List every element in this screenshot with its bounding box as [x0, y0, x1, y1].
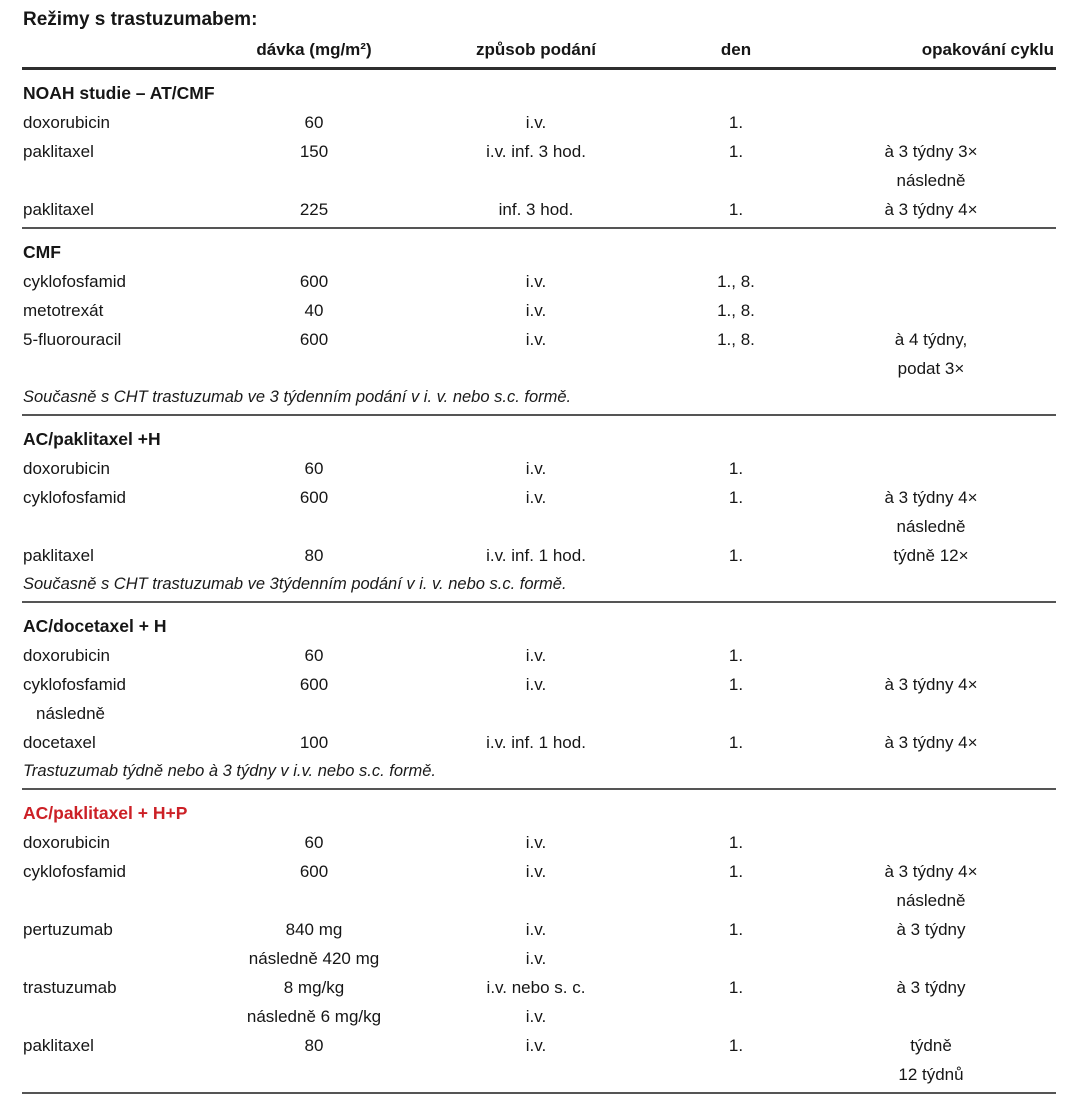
table-cell: 225	[299, 200, 329, 219]
table-cell: 1., 8.	[717, 272, 755, 291]
table-cell: i.v.	[525, 675, 547, 694]
table-cell: 100	[299, 733, 329, 752]
table-cell: docetaxel	[23, 733, 96, 752]
table-cell: paklitaxel	[23, 546, 94, 565]
table-cell: 1.	[728, 113, 744, 132]
header-cell-route: způsob podání	[476, 40, 596, 59]
table-cell	[406, 166, 666, 195]
table-cell	[666, 944, 806, 973]
table-cell: doxorubicin	[23, 646, 110, 665]
table-cell	[666, 699, 806, 728]
table-cell: 60	[304, 459, 324, 478]
table-cell	[406, 1060, 666, 1089]
table-cell: paklitaxel	[23, 142, 94, 161]
table-cell	[666, 1002, 806, 1031]
table-cell: i.v.	[525, 920, 547, 939]
table-cell: následně	[36, 704, 106, 723]
table-cell	[666, 354, 806, 383]
table-cell: à 3 týdny 4×	[884, 733, 978, 752]
table-cell: 60	[304, 646, 324, 665]
table-cell: i.v. inf. 1 hod.	[486, 733, 586, 752]
table-row	[22, 944, 1056, 973]
table-cell: týdně	[910, 1036, 952, 1055]
table-cell: à 3 týdny 4×	[884, 200, 978, 219]
table-cell: i.v. nebo s. c.	[486, 978, 586, 997]
table-cell	[666, 166, 806, 195]
table-cell: i.v. inf. 3 hod.	[486, 142, 586, 161]
section-heading: AC/docetaxel + H	[23, 616, 167, 636]
table-cell: trastuzumab	[23, 978, 117, 997]
table-row	[22, 1031, 1056, 1060]
table-cell: paklitaxel	[23, 200, 94, 219]
table-row	[22, 166, 1056, 195]
table-cell	[806, 108, 1056, 137]
table-cell: 5-fluorouracil	[23, 330, 122, 349]
table-cell	[406, 886, 666, 915]
table-cell: 1.	[728, 546, 744, 565]
table-cell	[806, 641, 1056, 670]
table-row	[22, 1060, 1056, 1089]
table-row	[22, 541, 1056, 570]
table-cell: 1.	[728, 1036, 744, 1055]
table-cell: následně	[896, 517, 966, 536]
table-cell	[806, 454, 1056, 483]
table-cell: i.v.	[525, 833, 547, 852]
table-row	[22, 512, 1056, 541]
table-row	[22, 828, 1056, 857]
table-cell: cyklofosfamid	[23, 675, 126, 694]
table-cell	[666, 886, 806, 915]
table-cell: 40	[304, 301, 324, 320]
page-title: Režimy s trastuzumabem:	[23, 9, 258, 30]
table-cell: 80	[304, 1036, 324, 1055]
table-cell: 600	[299, 272, 329, 291]
table-cell: i.v.	[525, 1007, 547, 1026]
table-cell	[22, 1002, 222, 1031]
table-cell	[406, 354, 666, 383]
regimen-section	[22, 229, 1056, 416]
table-cell: i.v.	[525, 459, 547, 478]
table-row	[22, 641, 1056, 670]
table-cell: doxorubicin	[23, 113, 110, 132]
section-heading: AC/paklitaxel + H+P	[23, 803, 188, 823]
table-row	[22, 670, 1056, 699]
table-cell: à 3 týdny 4×	[884, 675, 978, 694]
table-cell: 1.	[728, 142, 744, 161]
table-cell: 840 mg	[285, 920, 343, 939]
table-row	[22, 296, 1056, 325]
table-row	[22, 454, 1056, 483]
table-cell	[666, 512, 806, 541]
table-cell: 1.	[728, 833, 744, 852]
table-row	[22, 108, 1056, 137]
table-cell: 600	[299, 675, 329, 694]
table-row	[22, 354, 1056, 383]
table-cell: i.v.	[525, 949, 547, 968]
table-cell: doxorubicin	[23, 459, 110, 478]
table-cell	[806, 699, 1056, 728]
table-cell	[222, 1060, 406, 1089]
table-cell: 1.	[728, 488, 744, 507]
table-cell	[806, 944, 1056, 973]
table-cell	[806, 267, 1056, 296]
table-cell	[806, 828, 1056, 857]
header-cell-day: den	[720, 40, 752, 59]
table-cell	[22, 1060, 222, 1089]
table-cell: à 3 týdny 4×	[884, 488, 978, 507]
table-cell: à 3 týdny 3×	[884, 142, 978, 161]
table-row	[22, 1002, 1056, 1031]
header-cell-dose: dávka (mg/m²)	[256, 40, 372, 59]
table-cell: následně 420 mg	[248, 949, 380, 968]
table-cell	[222, 699, 406, 728]
table-cell: 1.	[728, 459, 744, 478]
table-cell	[222, 886, 406, 915]
section-heading: NOAH studie – AT/CMF	[23, 83, 215, 103]
regimen-section	[22, 416, 1056, 603]
table-cell: 1., 8.	[717, 330, 755, 349]
table-row	[22, 728, 1056, 757]
table-row	[22, 195, 1056, 224]
table-cell: i.v.	[525, 301, 547, 320]
table-row	[22, 325, 1056, 354]
table-cell: následně 6 mg/kg	[246, 1007, 382, 1026]
table-cell	[222, 512, 406, 541]
header-cell-cycle: opakování cyklu	[921, 40, 1054, 59]
table-cell: i.v.	[525, 1036, 547, 1055]
section-note: Současně s CHT trastuzumab ve 3 týdenním podání v i. v. nebo s.c. formě.	[23, 388, 572, 406]
table-cell: následně	[896, 171, 966, 190]
table-row	[22, 915, 1056, 944]
table-cell	[806, 296, 1056, 325]
table-row	[22, 267, 1056, 296]
table-cell	[222, 166, 406, 195]
table-row	[22, 137, 1056, 166]
table-cell: pertuzumab	[23, 920, 113, 939]
table-row	[22, 857, 1056, 886]
table-cell: inf. 3 hod.	[498, 200, 574, 219]
regimen-section	[22, 790, 1056, 1094]
table-cell	[22, 354, 222, 383]
table-cell	[406, 699, 666, 728]
table-cell: à 3 týdny	[896, 978, 966, 997]
table-row	[22, 886, 1056, 915]
section-note: Trastuzumab týdně nebo à 3 týdny v i.v. nebo s.c. formě.	[23, 762, 437, 780]
table-cell: podat 3×	[897, 359, 965, 378]
table-cell: cyklofosfamid	[23, 862, 126, 881]
table-cell: paklitaxel	[23, 1036, 94, 1055]
table-cell: 1., 8.	[717, 301, 755, 320]
table-cell: 1.	[728, 675, 744, 694]
table-cell: metotrexát	[23, 301, 104, 320]
table-cell: à 4 týdny,	[894, 330, 968, 349]
table-row	[22, 973, 1056, 1002]
table-cell: 1.	[728, 646, 744, 665]
table-cell: 1.	[728, 733, 744, 752]
table-cell: i.v.	[525, 862, 547, 881]
table-cell: i.v.	[525, 488, 547, 507]
table-cell: cyklofosfamid	[23, 488, 126, 507]
table-cell: 1.	[728, 920, 744, 939]
table-body	[22, 70, 1056, 1094]
table-cell: 60	[304, 833, 324, 852]
table-cell: 12 týdnů	[898, 1065, 964, 1084]
table-cell: týdně 12×	[893, 546, 969, 565]
table-cell	[22, 886, 222, 915]
table-cell: 150	[299, 142, 329, 161]
table-cell: 600	[299, 330, 329, 349]
table-cell: i.v.	[525, 646, 547, 665]
table-cell: 60	[304, 113, 324, 132]
table-cell: 600	[299, 862, 329, 881]
regimen-section	[22, 603, 1056, 790]
table-cell	[666, 1060, 806, 1089]
table-cell: doxorubicin	[23, 833, 110, 852]
table-cell: cyklofosfamid	[23, 272, 126, 291]
section-note: Současně s CHT trastuzumab ve 3týdenním podání v i. v. nebo s.c. formě.	[23, 575, 567, 593]
regimen-section	[22, 70, 1056, 229]
table-cell: 1.	[728, 978, 744, 997]
table-cell	[22, 944, 222, 973]
table-cell: 1.	[728, 200, 744, 219]
table-row	[22, 699, 1056, 728]
table-cell: 80	[304, 546, 324, 565]
table-cell: à 3 týdny	[896, 920, 966, 939]
table-cell	[806, 1002, 1056, 1031]
table-cell	[222, 354, 406, 383]
table-cell	[22, 512, 222, 541]
table-cell: 1.	[728, 862, 744, 881]
table-cell	[22, 166, 222, 195]
table-row	[22, 483, 1056, 512]
table-cell: i.v.	[525, 330, 547, 349]
table-cell: à 3 týdny 4×	[884, 862, 978, 881]
table-header-row	[22, 38, 1056, 70]
table-cell: i.v.	[525, 272, 547, 291]
table-cell: následně	[896, 891, 966, 910]
table-cell: i.v. inf. 1 hod.	[486, 546, 586, 565]
table-cell: 8 mg/kg	[283, 978, 345, 997]
table-cell	[406, 512, 666, 541]
section-heading: CMF	[23, 242, 61, 262]
table-cell: 600	[299, 488, 329, 507]
table-cell: i.v.	[525, 113, 547, 132]
section-heading: AC/paklitaxel +H	[23, 429, 161, 449]
